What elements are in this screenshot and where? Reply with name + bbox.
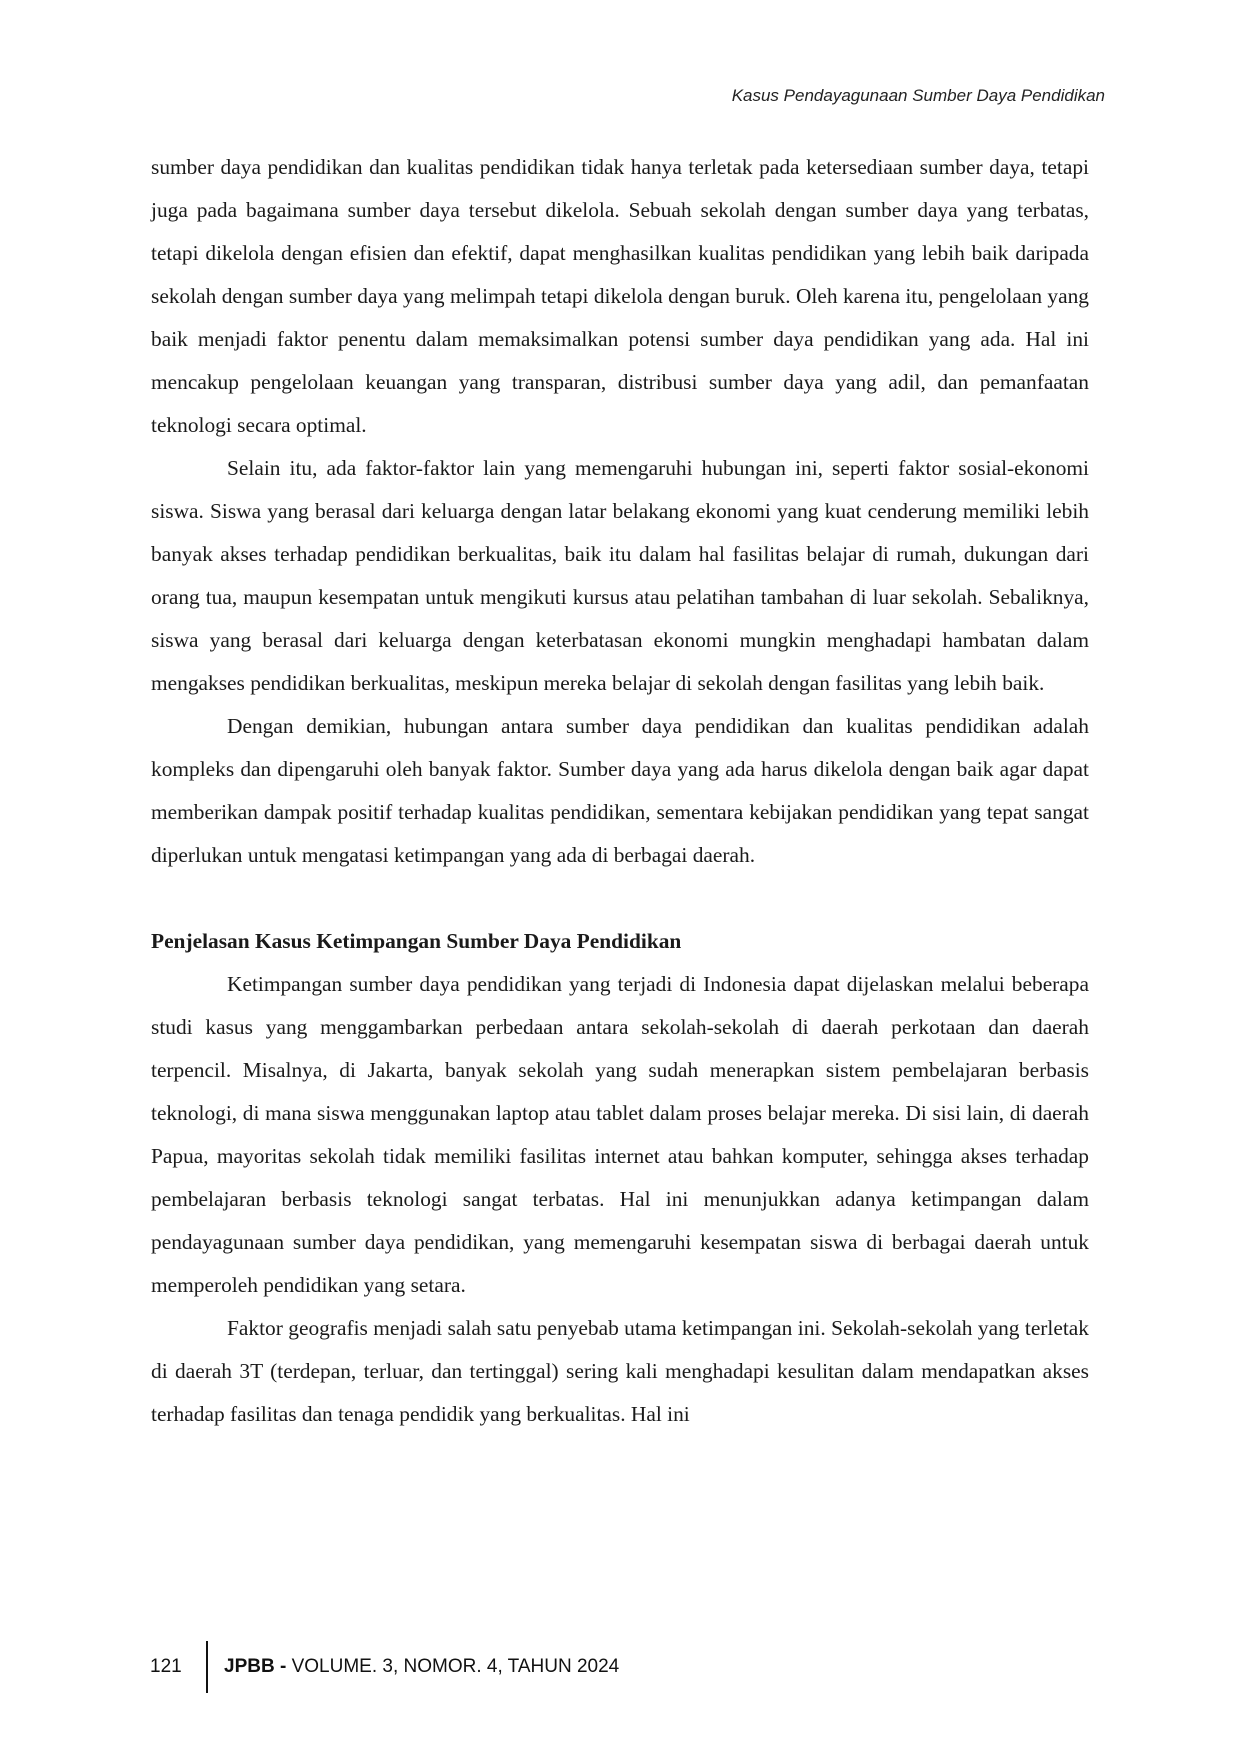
- paragraph-3: Dengan demikian, hubungan antara sumber daya pendidikan dan kualitas pendidikan adalah kompleks dan dipengaruhi oleh banyak faktor. Sumber daya yang ada harus dikelola dengan baik agar dapat memberikan dampak positif terhadap kualitas pendidikan, sementara kebijakan pendidikan yang tepat sangat diperlukan untuk mengatasi ketimpangan yang ada di berbagai daerah.: [151, 714, 1089, 867]
- page-footer: [150, 1641, 619, 1693]
- journal-name: JPBB -: [224, 1656, 287, 1677]
- paragraph-2: Selain itu, ada faktor-faktor lain yang memengaruhi hubungan ini, seperti faktor sosial-ekonomi siswa. Siswa yang berasal dari keluarga dengan latar belakang ekonomi yang kuat cenderung memiliki lebih banyak akses terhadap pendidikan berkualitas, baik itu dalam hal fasilitas belajar di rumah, dukungan dari orang tua, maupun kesempatan untuk mengikuti kursus atau pelatihan tambahan di luar sekolah. Sebaliknya, siswa yang berasal dari keluarga dengan keterbatasan ekonomi mungkin menghadapi hambatan dalam mengakses pendidikan berkualitas, meskipun mereka belajar di sekolah dengan fasilitas yang lebih baik.: [151, 456, 1089, 695]
- section-paragraph-1: Ketimpangan sumber daya pendidikan yang terjadi di Indonesia dapat dijelaskan melalui beberapa studi kasus yang menggambarkan perbedaan antara sekolah-sekolah di daerah perkotaan dan daerah terpencil. Misalnya, di Jakarta, banyak sekolah yang sudah menerapkan sistem pembelajaran berbasis teknologi, di mana siswa menggunakan laptop atau tablet dalam proses belajar mereka. Di sisi lain, di daerah Papua, mayoritas sekolah tidak memiliki fasilitas internet atau bahkan komputer, sehingga akses terhadap pembelajaran berbasis teknologi sangat terbatas. Hal ini menunjukkan adanya ketimpangan dalam pendayagunaan sumber daya pendidikan, yang memengaruhi kesempatan siswa di berbagai daerah untuk memperoleh pendidikan yang setara.: [151, 972, 1089, 1297]
- paragraph-1: sumber daya pendidikan dan kualitas pendidikan tidak hanya terletak pada ketersediaan sumber daya, tetapi juga pada bagaimana sumber daya tersebut dikelola. Sebuah sekolah dengan sumber daya yang terbatas, tetapi dikelola dengan efisien dan efektif, dapat menghasilkan kualitas pendidikan yang lebih baik daripada sekolah dengan sumber daya yang melimpah tetapi dikelola dengan buruk. Oleh karena itu, pengelolaan yang baik menjadi faktor penentu dalam memaksimalkan potensi sumber daya pendidikan yang ada. Hal ini mencakup pengelolaan keuangan yang transparan, distribusi sumber daya yang adil, dan pemanfaatan teknologi secara optimal.: [151, 155, 1089, 437]
- running-header: Kasus Pendayagunaan Sumber Daya Pendidikan: [731, 86, 1105, 105]
- footer-divider: [206, 1641, 208, 1693]
- page-number: 121: [150, 1656, 182, 1677]
- body-text: [151, 146, 1089, 1436]
- section-paragraph-2: Faktor geografis menjadi salah satu penyebab utama ketimpangan ini. Sekolah-sekolah yang terletak di daerah 3T (terdepan, terluar, dan tertinggal) sering kali menghadapi kesulitan dalam mendapatkan akses terhadap fasilitas dan tenaga pendidik yang berkualitas. Hal ini: [151, 1316, 1089, 1426]
- journal-issue: VOLUME. 3, NOMOR. 4, TAHUN 2024: [286, 1656, 620, 1677]
- section-heading: Penjelasan Kasus Ketimpangan Sumber Daya Pendidikan: [151, 929, 682, 953]
